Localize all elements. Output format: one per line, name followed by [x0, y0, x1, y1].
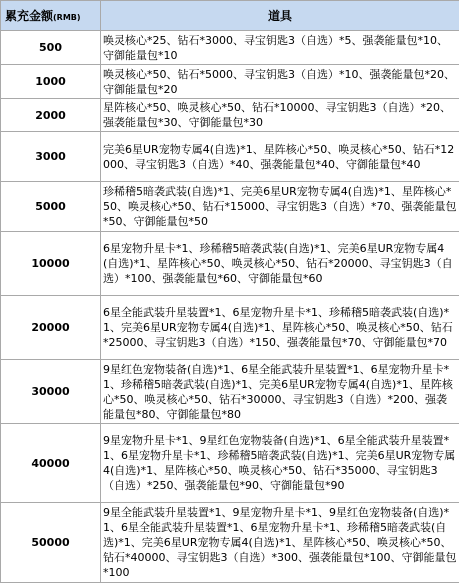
- items-cell: 完美6星UR宠物专属4(自选)*1、星阵核心*50、唤灵核心*50、钻石*12000、寻宝钥匙3（自选）*40、强袭能量包*40、守御能量包*40: [101, 132, 459, 182]
- header-items: 道具: [101, 1, 459, 31]
- table-row: [1, 31, 459, 65]
- amount-cell: 1000: [1, 65, 101, 99]
- amount-cell: 20000: [1, 296, 101, 360]
- table-row: [1, 296, 459, 360]
- amount-cell: 30000: [1, 360, 101, 424]
- items-cell: 珍稀稽5暗袭武装(自选)*1、完美6星UR宠物专属4(自选)*1、星阵核心*50、唤灵核心*50、钻石*15000、寻宝钥匙3（自选）*70、强袭能量包*50、守御能量包*50: [101, 182, 459, 232]
- table-row: [1, 424, 459, 503]
- table-row: [1, 503, 459, 583]
- header-amount-unit: (RMB): [53, 13, 81, 22]
- table-header-row: [1, 1, 459, 31]
- items-cell: 6星宠物升星卡*1、珍稀稽5暗袭武装(自选)*1、完美6星UR宠物专属4(自选)*1、星阵核心*50、唤灵核心*50、钻石*20000、寻宝钥匙3（自选）*100、强袭能量包*60、守御能量包*60: [101, 232, 459, 296]
- items-cell: 9星红色宠物装备(自选)*1、6星全能武装升星装置*1、6星宠物升星卡*1、珍稀稽5暗袭武装(自选)*1、完美6星UR宠物专属4(自选)*1、星阵核心*50、唤灵核心*50、钻石*30000、寻宝钥匙3（自选）*200、强袭能量包*80、守御能量包*80: [101, 360, 459, 424]
- items-cell: 唤灵核心*25、钻石*3000、寻宝钥匙3（自选）*5、强袭能量包*10、守御能量包*10: [101, 31, 459, 65]
- amount-cell: 10000: [1, 232, 101, 296]
- table-row: [1, 132, 459, 182]
- header-amount: [1, 1, 101, 31]
- items-cell: 唤灵核心*50、钻石*5000、寻宝钥匙3（自选）*10、强袭能量包*20、守御能量包*20: [101, 65, 459, 99]
- table-row: [1, 182, 459, 232]
- items-cell: 9星全能武装升星装置*1、9星宠物升星卡*1、9星红色宠物装备(自选)*1、6星全能武装升星装置*1、6星宠物升星卡*1、珍稀稽5暗袭武装(自选)*1、完美6星UR宠物专属4(自选)*1、星阵核心*50、唤灵核心*50、钻石*40000、寻宝钥匙3（自选）*300、强袭能量包*100、守御能量包*100: [101, 503, 459, 583]
- amount-cell: 2000: [1, 99, 101, 132]
- amount-cell: 3000: [1, 132, 101, 182]
- items-cell: 星阵核心*50、唤灵核心*50、钻石*10000、寻宝钥匙3（自选）*20、强袭能量包*30、守御能量包*30: [101, 99, 459, 132]
- header-amount-label: 累充金额: [5, 9, 53, 23]
- amount-cell: 500: [1, 31, 101, 65]
- items-cell: 9星宠物升星卡*1、9星红色宠物装备(自选)*1、6星全能武装升星装置*1、6星宠物升星卡*1、珍稀稽5暗袭武装(自选)*1、完美6星UR宠物专属4(自选)*1、星阵核心*50、唤灵核心*50、钻石*35000、寻宝钥匙3（自选）*250、强袭能量包*90、守御能量包*90: [101, 424, 459, 503]
- table-row: [1, 232, 459, 296]
- table-row: [1, 360, 459, 424]
- table-row: [1, 99, 459, 132]
- amount-cell: 40000: [1, 424, 101, 503]
- table-row: [1, 65, 459, 99]
- amount-cell: 5000: [1, 182, 101, 232]
- amount-cell: 50000: [1, 503, 101, 583]
- items-cell: 6星全能武装升星装置*1、6星宠物升星卡*1、珍稀稽5暗袭武装(自选)*1、完美6星UR宠物专属4(自选)*1、星阵核心*50、唤灵核心*50、钻石*25000、寻宝钥匙3（自选）*150、强袭能量包*70、守御能量包*70: [101, 296, 459, 360]
